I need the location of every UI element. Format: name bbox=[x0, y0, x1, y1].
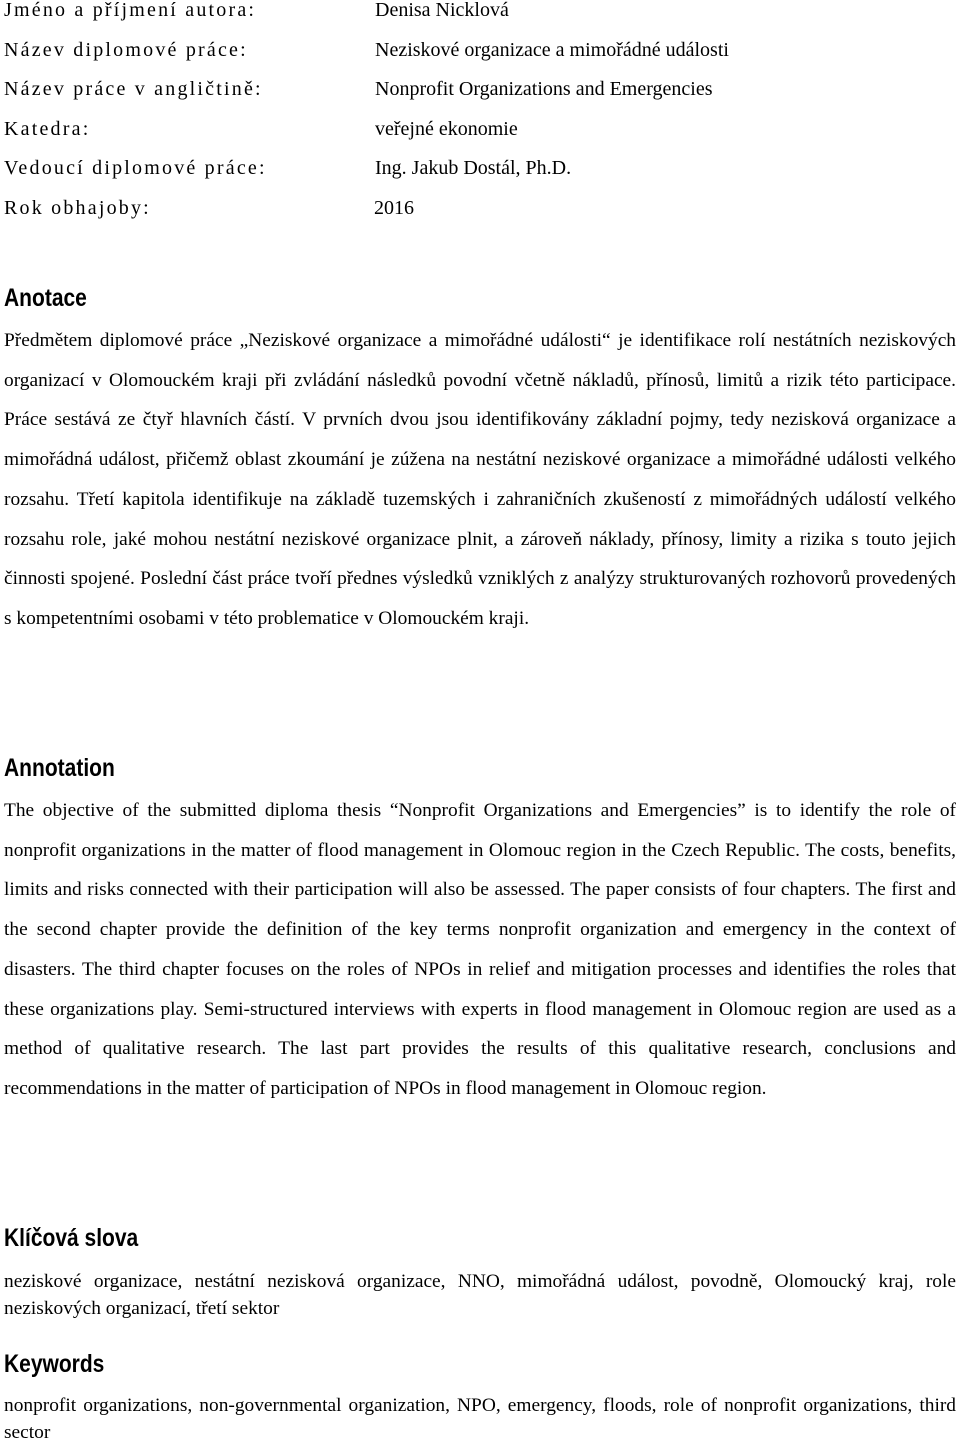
title-label: Název diplomové práce: bbox=[4, 38, 248, 61]
metadata-table bbox=[4, 0, 956, 235]
supervisor-label: Vedoucí diplomové práce: bbox=[4, 157, 267, 180]
annotation-text: The objective of the submitted diploma thesis “Nonprofit Organizations and Emergencies” is to identify the role of nonprofit organizations in the matter of flood management in Olomouc region in the Czech Republic. The costs, benefits, limits and risks connected with their participation will also be assessed. The paper consists of four chapters. The first and the second chapter provide the definition of the key terms nonprofit organization and emergency in the context of disasters. The third chapter focuses on the roles of NPOs in relief and mitigation processes and identifies the roles that these organizations play. Semi-structured interviews with experts in flood management in Olomouc region are used as a method of qualitative research. The last part provides the results of this qualitative research, conclusions and recommendations in the matter of participation of NPOs in flood management in Olomouc region. bbox=[4, 800, 956, 1099]
title-en-row bbox=[4, 76, 956, 116]
department-value: veřejné ekonomie bbox=[375, 117, 518, 140]
department-row bbox=[4, 116, 956, 156]
keywords-text: nonprofit organizations, non-governmental organization, NPO, emergency, floods, role of nonprofit organizations, third sector bbox=[4, 1395, 956, 1443]
author-value: Denisa Nicklová bbox=[375, 0, 509, 21]
department-label: Katedra: bbox=[4, 117, 91, 140]
author-row bbox=[4, 0, 956, 37]
year-value: 2016 bbox=[374, 196, 414, 219]
title-row bbox=[4, 37, 956, 77]
title-value: Neziskové organizace a mimořádné události bbox=[375, 38, 729, 61]
thesis-metadata bbox=[4, 0, 956, 235]
year-label: Rok obhajoby: bbox=[4, 196, 151, 219]
supervisor-row bbox=[4, 155, 956, 195]
author-label: Jméno a příjmení autora: bbox=[4, 0, 257, 21]
title-en-value: Nonprofit Organizations and Emergencies bbox=[375, 78, 713, 101]
anotace-heading: Anotace bbox=[4, 284, 87, 312]
year-row bbox=[4, 195, 956, 235]
anotace-text: Předmětem diplomové práce „Neziskové organizace a mimořádné události“ je identifikace rolí nestátních neziskových organizací v Olomouckém kraji při zvládání následků povodní včetně nákladů, přínosů, limitů a rizik této participace. Práce sestává ze čtyř hlavních částí. V prvních dvou jsou identifikovány základní pojmy, tedy nezisková organizace a mimořádná událost, přičemž oblast zkoumání je zúžena na nestátní neziskové organizace a mimořádné události velkého rozsahu. Třetí kapitola identifikuje na základě tuzemských i zahraničních zkušeností z mimořádných událostí velkého rozsahu role, jaké mohou nestátní neziskové organizace plnit, a zároveň náklady, přínosy, limity a rizika s touto jejich činnosti spojené. Poslední část práce tvoří přednes výsledků vzniklých z analýzy strukturovaných rozhovorů provedených s kompetentními osobami v této problematice v Olomouckém kraji. bbox=[4, 330, 956, 629]
supervisor-value: Ing. Jakub Dostál, Ph.D. bbox=[375, 157, 572, 180]
keywords-heading: Keywords bbox=[4, 1350, 105, 1378]
klicova-slova-heading: Klíčová slova bbox=[4, 1224, 139, 1252]
klicova-slova-text: neziskové organizace, nestátní nezisková organizace, NNO, mimořádná událost, povodně, Olomoucký kraj, role neziskových organizací, třetí sektor bbox=[4, 1271, 956, 1319]
title-en-label: Název práce v angličtině: bbox=[4, 78, 263, 101]
annotation-heading: Annotation bbox=[4, 754, 115, 782]
